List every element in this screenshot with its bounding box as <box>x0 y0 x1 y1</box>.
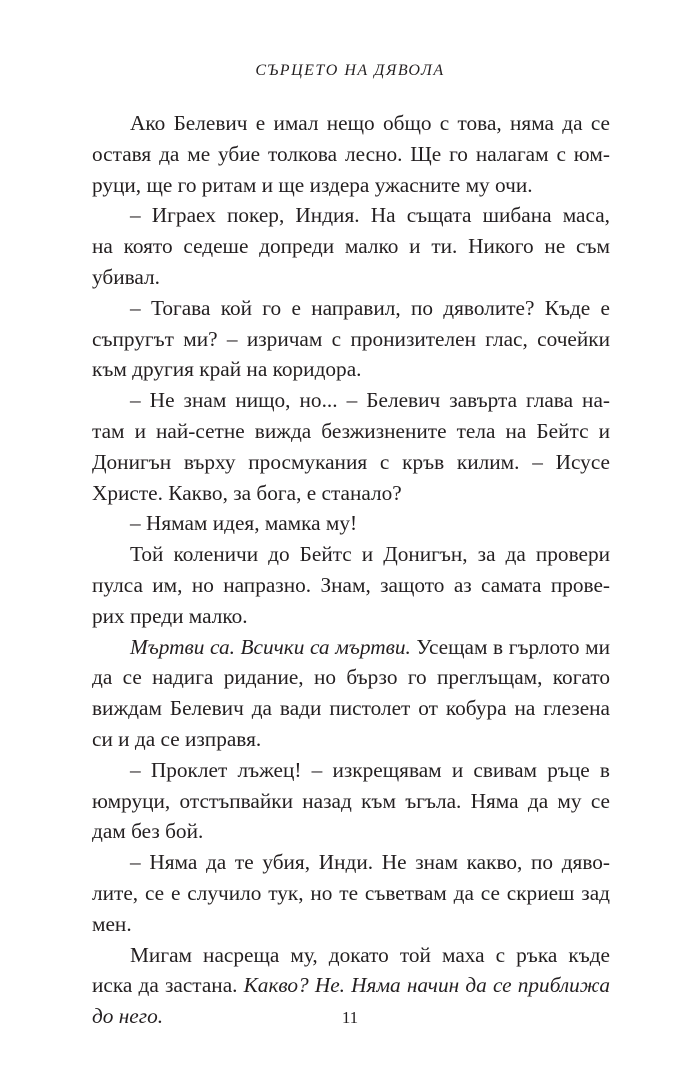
plain-text: Усещам в гърлото ми <box>410 634 610 659</box>
text-line: юмруци, отстъпвайки назад към ъгъла. Няма да му се <box>92 788 610 813</box>
text-line: рих преди малко. <box>92 603 248 628</box>
text-line: мен. <box>92 911 132 936</box>
text-line: си и да се изправя. <box>92 726 262 751</box>
text-line: руци, ще го ритам и ще издера ужасните му очи. <box>92 172 533 197</box>
text-line: на която седеше допреди малко и ти. Никого не съм <box>92 234 610 259</box>
text-line: – Проклет лъжец! – изкрещявам и свивам ръце в <box>130 757 610 782</box>
text-line: – Играех покер, Индия. На същата шибана маса, <box>130 203 610 228</box>
text-line: до него. <box>92 1004 164 1029</box>
body-text <box>92 108 610 1032</box>
text-line: – Не знам нищо, но... – Белевич завърта глава на- <box>130 388 610 413</box>
text-line: Ако Белевич е имал нещо общо с това, няма да се <box>130 111 610 135</box>
running-head: СЪРЦЕТО НА ДЯВОЛА <box>255 62 445 79</box>
text-line: лите, се е случило тук, но те съветвам да се скриеш зад <box>92 880 610 905</box>
text-line: там и най-сетне вижда безжизнените тела на Бейтс и <box>92 418 610 443</box>
text-line: – Тогава кой го е направил, по дяволите? Къде е <box>130 295 610 320</box>
page-number: 11 <box>341 1008 359 1027</box>
text-line: Христе. Какво, за бога, е станало? <box>92 480 402 505</box>
text-line <box>92 970 610 1001</box>
text-line: дам без бой. <box>92 819 204 844</box>
plain-text: иска да застана. <box>92 973 244 998</box>
text-line: виждам Белевич да вади пистолет от кобура на глезена <box>92 696 610 721</box>
text-line: Мигам насреща му, докато той маха с ръка къде <box>130 942 610 967</box>
text-line: съпругът ми? – изричам с пронизителен глас, сочейки <box>92 326 610 351</box>
text-line: – Няма да те убия, Инди. Не знам какво, по дяво- <box>130 850 610 875</box>
text-line: към другия край на коридора. <box>92 357 362 382</box>
text-line: пулса им, но напразно. Знам, защото аз самата прове- <box>92 572 610 597</box>
text-line: Той коленичи до Бейтс и Донигън, за да провери <box>130 542 610 567</box>
text-line: убивал. <box>92 264 160 289</box>
italic-text: Какво? Не. Няма начин да се приближа <box>243 973 610 998</box>
italic-text: Мъртви са. Всички са мъртви. <box>130 634 411 659</box>
text-line <box>92 632 610 663</box>
text-line: оставя да ме убие толкова лесно. Ще го налагам с юм- <box>92 141 610 166</box>
text-line: да се надига ридание, но бързо го преглъщам, когато <box>92 665 610 690</box>
text-line: – Нямам идея, мамка му! <box>130 511 358 536</box>
text-line: Донигън върху просмукания с кръв килим. – Исусе <box>92 449 610 474</box>
